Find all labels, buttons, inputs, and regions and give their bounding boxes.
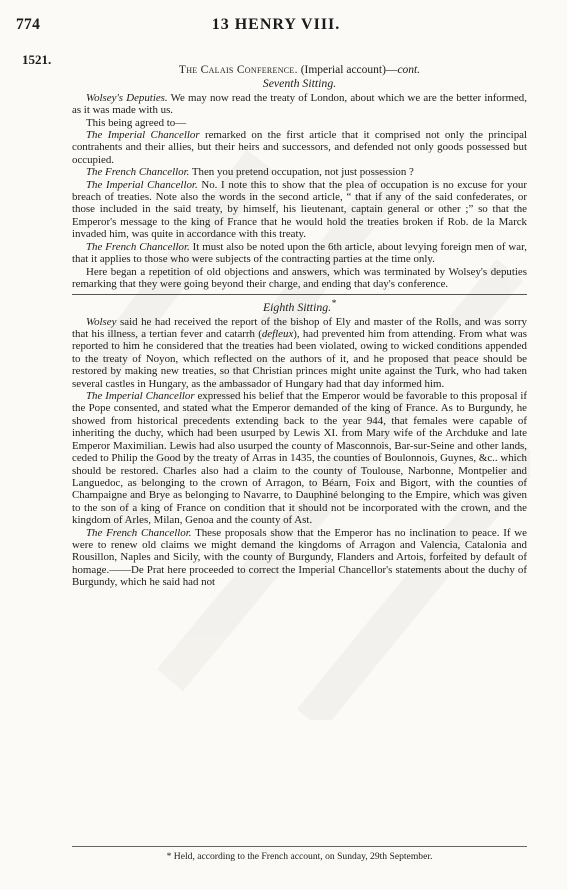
- paragraph-text: Then you pretend occupation, not just possession ?: [189, 166, 414, 179]
- speaker: The French Chancellor.: [86, 240, 190, 253]
- paragraph: [72, 179, 527, 241]
- section-subtitle: (Imperial account)—: [297, 64, 398, 76]
- section-title: The Calais Conference.: [178, 64, 298, 76]
- page-header: [16, 16, 536, 36]
- paragraph-text: said he had received the report of the bishop of Ely and master of the Rolls, and was sorry that his illness, a tertian fever and catarrh (: [72, 315, 527, 341]
- paragraph-text: It must also be noted upon the 6th article, about levying foreign men of war, that it applies to those who were subjects of the contracting parties at the time only.: [72, 240, 527, 266]
- speaker: The Imperial Chancellor: [86, 129, 200, 142]
- paragraph: [72, 316, 527, 390]
- body-text: [72, 64, 527, 589]
- paragraph: [72, 117, 527, 129]
- speaker: The Imperial Chancellor: [86, 390, 195, 403]
- page-number: 774: [16, 16, 41, 33]
- paragraph-text: These proposals show that the Emperor has no inclination to peace. If we were to renew old claims we might demand the kingdoms of Arragon and Valencia, Catalonia and Rousillon, Naples and Sicily, with the county of Burgundy, Flanders and Artois, forfeited by default of homage.——De Prat here proceeded to correct the Imperial Chancellor's statements about the duchy of Burgundy, which he said had not: [72, 526, 527, 589]
- margin-year: 1521.: [22, 52, 52, 67]
- italic-term: defleux: [261, 328, 294, 341]
- section-heading: [72, 64, 527, 76]
- speaker: The Imperial Chancellor.: [86, 178, 198, 191]
- speaker: Wolsey: [86, 315, 117, 328]
- section-cont: cont.: [397, 64, 421, 76]
- paragraph-text: remarked on the first article that it comprised not only the principal contrahents and their allies, but their heirs and successors, and defended not only goods possessed but occupied.: [72, 129, 527, 166]
- paragraph-text: No. I note this to show that the plea of occupation is no excuse for your breach of treaties. Note also the words in the second article, “ that if any of the said confederates, or those included in the said treaty, by himself, his lieutenant, captain general or other ;” so that the Emperor's message to the king of France that he would hold the treaties broken if Rob. de la Marck invaded him, was quite in accordance with this treaty.: [72, 178, 527, 241]
- speaker: The French Chancellor.: [86, 526, 192, 539]
- section-divider: [72, 294, 527, 295]
- footnote: * Held, according to the French account, on Sunday, 29th September.: [166, 851, 433, 862]
- eighth-sitting-heading: [72, 298, 527, 313]
- paragraph: [72, 266, 527, 291]
- seventh-sitting-heading: Seventh Sitting.: [262, 76, 337, 91]
- paragraph: [72, 241, 527, 266]
- paragraph: [72, 129, 527, 166]
- paragraph: [72, 166, 527, 178]
- paragraph-text: ), had prevented him from attending. From what was reported to him he considered that the treaties had been violated, owing to wicked conditions appended to the treaty of Noyon, which reflected on the authors of it, and he proposed that peace should be restored by making new treaties, so that Christian princes might unite against the Turk, who had taken several castles in Hungary, as the ambassador of Hungary had that day informed him.: [72, 328, 527, 390]
- paragraph: [72, 92, 527, 117]
- speaker: The French Chancellor.: [86, 166, 190, 179]
- running-head: 13 HENRY VIII.: [211, 16, 341, 33]
- footnote-marker: *: [331, 298, 337, 310]
- footnote-rule: [72, 846, 527, 847]
- paragraph-text: We may now read the treaty of London, about which we are the better informed, as it was made with us.: [72, 91, 527, 117]
- paragraph-text: This being agreed to—: [86, 116, 187, 129]
- paragraph: [72, 527, 527, 589]
- paragraph-text: expressed his belief that the Emperor would be favorable to this proposal if the Pope consented, and stated what the Emperor demanded of the king of France. As to Burgundy, he showed from historical precedents extending back to the year 944, that females were capable of inheriting the duchy, which had been usurped by Lewis XI. from Mary wife of the Archduke and late Emperor Maximilian. Lewis had also usurped the county of Masconnois, Bar-sur-Seine and other lands, ceded to Philip the Good by the treaty of Arras in 1435, the counties of Boulonnois, Guynes, &c.. which should be restored. Charles also had a claim to the county of Toulouse, Narbonne, Montpelier and Languedoc, as belonging to the crown of Arragon, to Béarn, Foix and Bigort, with the counties of Champaigne and Brye as belonging to Navarre, to Dauphiné belonging to the Empire, which was given to the son of a king of France on condition that it should not be incorporated with the crown, and the kingdom of Arles, Milan, Genoa and the county of Ast.: [72, 390, 527, 527]
- paragraph-text: Here began a repetition of old objections and answers, which was terminated by Wolsey's deputies remarking that they were going beyond their charge, and ending that day's conference.: [72, 265, 527, 290]
- eighth-sitting-title: Eighth Sitting.: [262, 300, 332, 315]
- speaker: Wolsey's Deputies.: [86, 91, 168, 104]
- paragraph: [72, 390, 527, 526]
